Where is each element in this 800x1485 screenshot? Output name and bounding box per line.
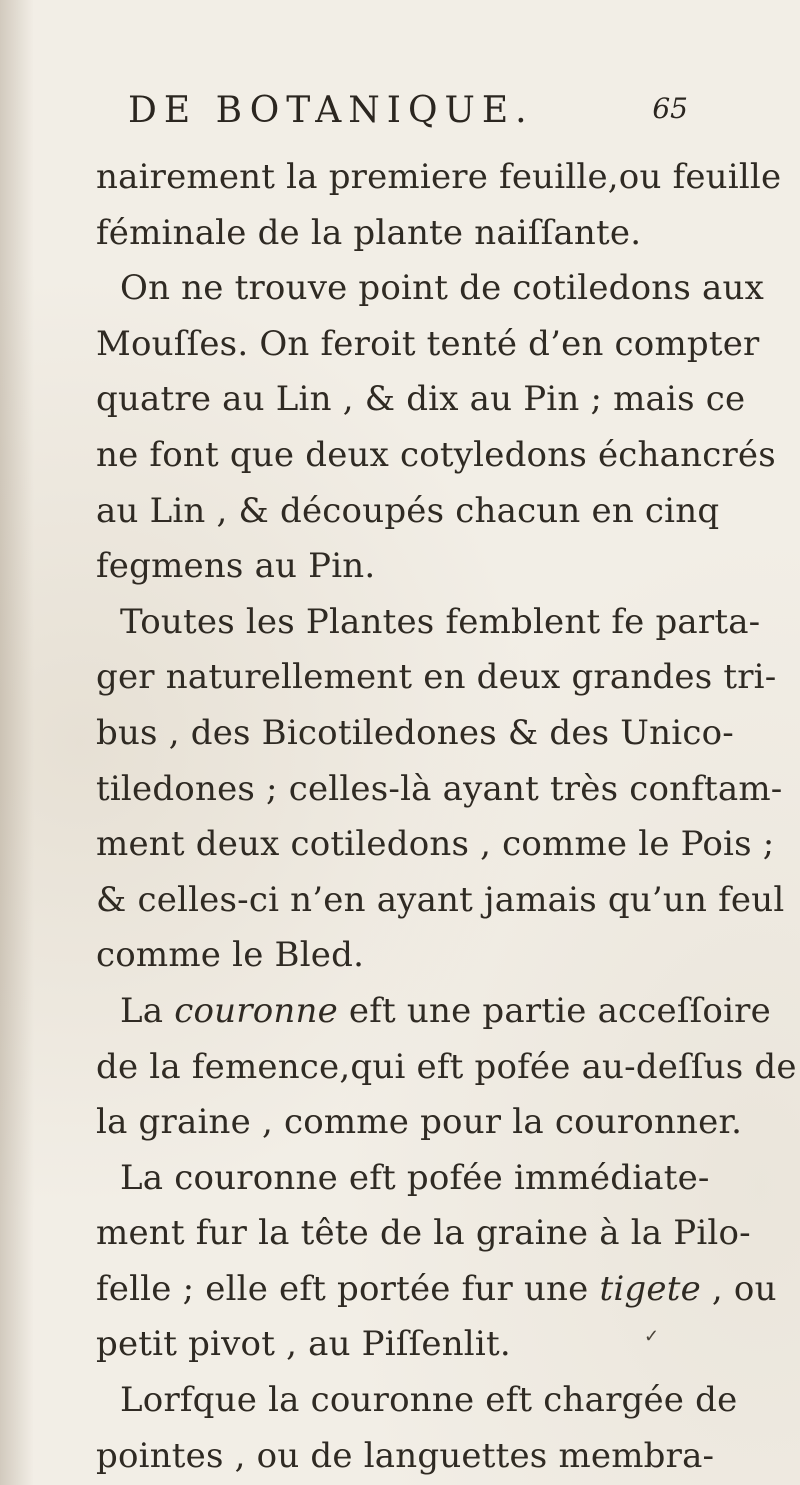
text-line: féminale de la plante naiſſante. bbox=[96, 212, 642, 253]
text-line: bus , des Bicotiledones & des Unico- bbox=[96, 712, 734, 753]
text-line: ne font que deux cotyledons échancrés bbox=[96, 434, 776, 475]
text-line: fegmens au Pin. bbox=[96, 546, 376, 587]
body-text bbox=[96, 150, 797, 1484]
page-number: 65 bbox=[652, 92, 688, 125]
text-line: La couronne eft une partie acceſſoire bbox=[120, 990, 771, 1031]
text-line: au Lin , & découpés chacun en cinq bbox=[96, 490, 720, 531]
text-line: quatre au Lin , & dix au Pin ; mais ce bbox=[96, 379, 746, 420]
text-line: Mouſſes. On feroit tenté d’en compter bbox=[96, 323, 760, 364]
text-line: comme le Bled. bbox=[96, 935, 365, 976]
text-line: felle ; elle eft portée fur une tigete , ou bbox=[96, 1268, 777, 1309]
italic-term: couronne bbox=[174, 990, 338, 1031]
running-head: DE BOTANIQUE. bbox=[128, 90, 534, 131]
text-line: ment fur la tête de la graine à la Pilo- bbox=[96, 1213, 751, 1254]
text-line: ment deux cotiledons , comme le Pois ; bbox=[96, 824, 775, 865]
text-line: petit pivot , au Piſſenlit. bbox=[96, 1324, 511, 1365]
gutter-shadow bbox=[0, 0, 34, 1485]
text-line: On ne trouve point de cotiledons aux bbox=[120, 268, 764, 309]
text-line: Lorfque la couronne eft chargée de bbox=[120, 1380, 738, 1421]
text-line: La couronne eft pofée immédiate- bbox=[120, 1157, 710, 1198]
text-line: de la femence,qui eft pofée au-deſſus de bbox=[96, 1046, 797, 1087]
text-line: nairement la premiere feuille,ou feuille bbox=[96, 157, 782, 197]
text-line: ger naturellement en deux grandes tri- bbox=[96, 657, 777, 698]
text-line: la graine , comme pour la couronner. bbox=[96, 1102, 743, 1143]
page-header bbox=[128, 90, 688, 140]
text-line: pointes , ou de languettes membra- bbox=[96, 1435, 715, 1476]
italic-term: tigete bbox=[599, 1268, 701, 1309]
stray-mark: ✓ bbox=[644, 1326, 660, 1347]
text-line: & celles-ci n’en ayant jamais qu’un feul bbox=[96, 879, 785, 920]
text-line: tiledones ; celles-là ayant très conftam- bbox=[96, 768, 783, 809]
text-line: Toutes les Plantes femblent fe parta- bbox=[120, 601, 761, 642]
